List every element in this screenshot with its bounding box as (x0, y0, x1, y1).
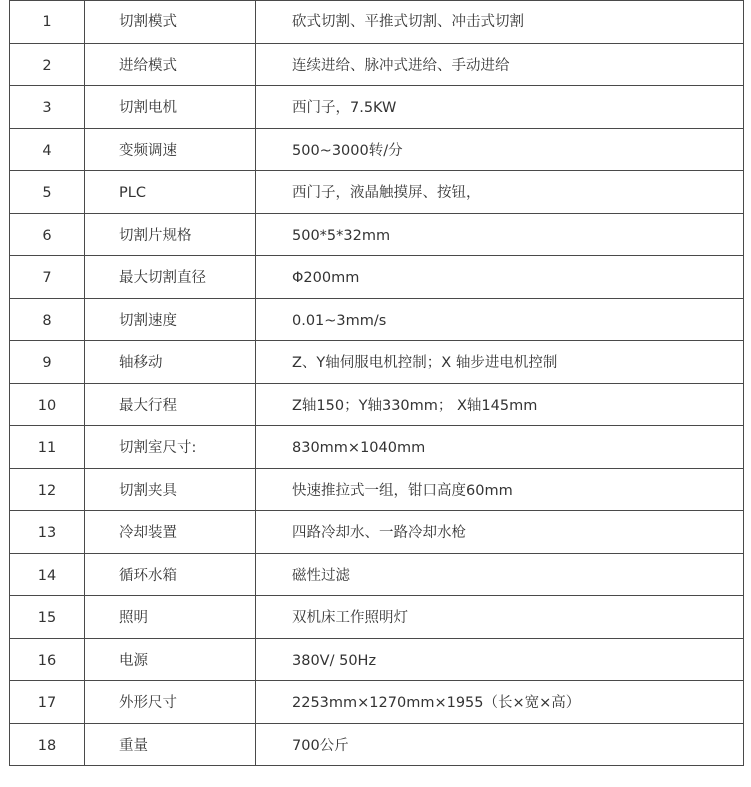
row-value: 四路冷却水、一路冷却水枪 (256, 511, 744, 554)
row-number: 7 (10, 256, 85, 299)
row-name: PLC (85, 171, 256, 214)
row-number: 14 (10, 553, 85, 596)
table-row (10, 128, 744, 171)
row-name: 冷却装置 (85, 511, 256, 554)
row-name: 进给模式 (85, 43, 256, 86)
row-number: 17 (10, 681, 85, 724)
row-name: 电源 (85, 638, 256, 681)
row-name: 外形尺寸 (85, 681, 256, 724)
table-row (10, 213, 744, 256)
table-row (10, 426, 744, 469)
spec-table-body (10, 1, 744, 766)
row-name: 轴移动 (85, 341, 256, 384)
row-value: 连续进给、脉冲式进给、手动进给 (256, 43, 744, 86)
row-number: 18 (10, 723, 85, 766)
row-number: 16 (10, 638, 85, 681)
row-number: 8 (10, 298, 85, 341)
row-number: 10 (10, 383, 85, 426)
row-value: 西门子，7.5KW (256, 86, 744, 129)
row-name: 变频调速 (85, 128, 256, 171)
table-row (10, 171, 744, 214)
row-value: 西门子，液晶触摸屏、按钮， (256, 171, 744, 214)
table-row (10, 596, 744, 639)
spec-table (9, 0, 744, 766)
row-number: 2 (10, 43, 85, 86)
row-value: Φ200mm (256, 256, 744, 299)
row-name: 最大切割直径 (85, 256, 256, 299)
row-name: 切割速度 (85, 298, 256, 341)
row-value: 快速推拉式一组，钳口高度60mm (256, 468, 744, 511)
row-name: 照明 (85, 596, 256, 639)
row-name: 循环水箱 (85, 553, 256, 596)
row-value: 磁性过滤 (256, 553, 744, 596)
table-row (10, 638, 744, 681)
row-number: 9 (10, 341, 85, 384)
row-value: 2253mm×1270mm×1955（长×宽×高） (256, 681, 744, 724)
row-value: Z轴150；Y轴330mm； X轴145mm (256, 383, 744, 426)
table-row (10, 298, 744, 341)
row-value: 500*5*32mm (256, 213, 744, 256)
table-row (10, 86, 744, 129)
table-row (10, 681, 744, 724)
table-row (10, 553, 744, 596)
row-number: 15 (10, 596, 85, 639)
row-number: 6 (10, 213, 85, 256)
row-number: 13 (10, 511, 85, 554)
table-row (10, 341, 744, 384)
row-name: 最大行程 (85, 383, 256, 426)
row-value: 双机床工作照明灯 (256, 596, 744, 639)
row-name: 切割室尺寸: (85, 426, 256, 469)
row-number: 5 (10, 171, 85, 214)
row-value: 0.01~3mm/s (256, 298, 744, 341)
row-value: 砍式切割、平推式切割、冲击式切割 (256, 1, 744, 44)
row-number: 11 (10, 426, 85, 469)
table-row (10, 256, 744, 299)
row-number: 1 (10, 1, 85, 44)
row-value: 500~3000转/分 (256, 128, 744, 171)
table-row (10, 383, 744, 426)
row-name: 切割夹具 (85, 468, 256, 511)
row-name: 切割电机 (85, 86, 256, 129)
row-name: 切割模式 (85, 1, 256, 44)
row-number: 12 (10, 468, 85, 511)
row-number: 3 (10, 86, 85, 129)
row-value: 380V/ 50Hz (256, 638, 744, 681)
table-row (10, 511, 744, 554)
table-row (10, 468, 744, 511)
row-value: Z、Y轴伺服电机控制；X 轴步进电机控制 (256, 341, 744, 384)
row-name: 重量 (85, 723, 256, 766)
table-row (10, 723, 744, 766)
row-value: 700公斤 (256, 723, 744, 766)
row-name: 切割片规格 (85, 213, 256, 256)
table-row (10, 1, 744, 44)
row-value: 830mm×1040mm (256, 426, 744, 469)
table-row (10, 43, 744, 86)
row-number: 4 (10, 128, 85, 171)
